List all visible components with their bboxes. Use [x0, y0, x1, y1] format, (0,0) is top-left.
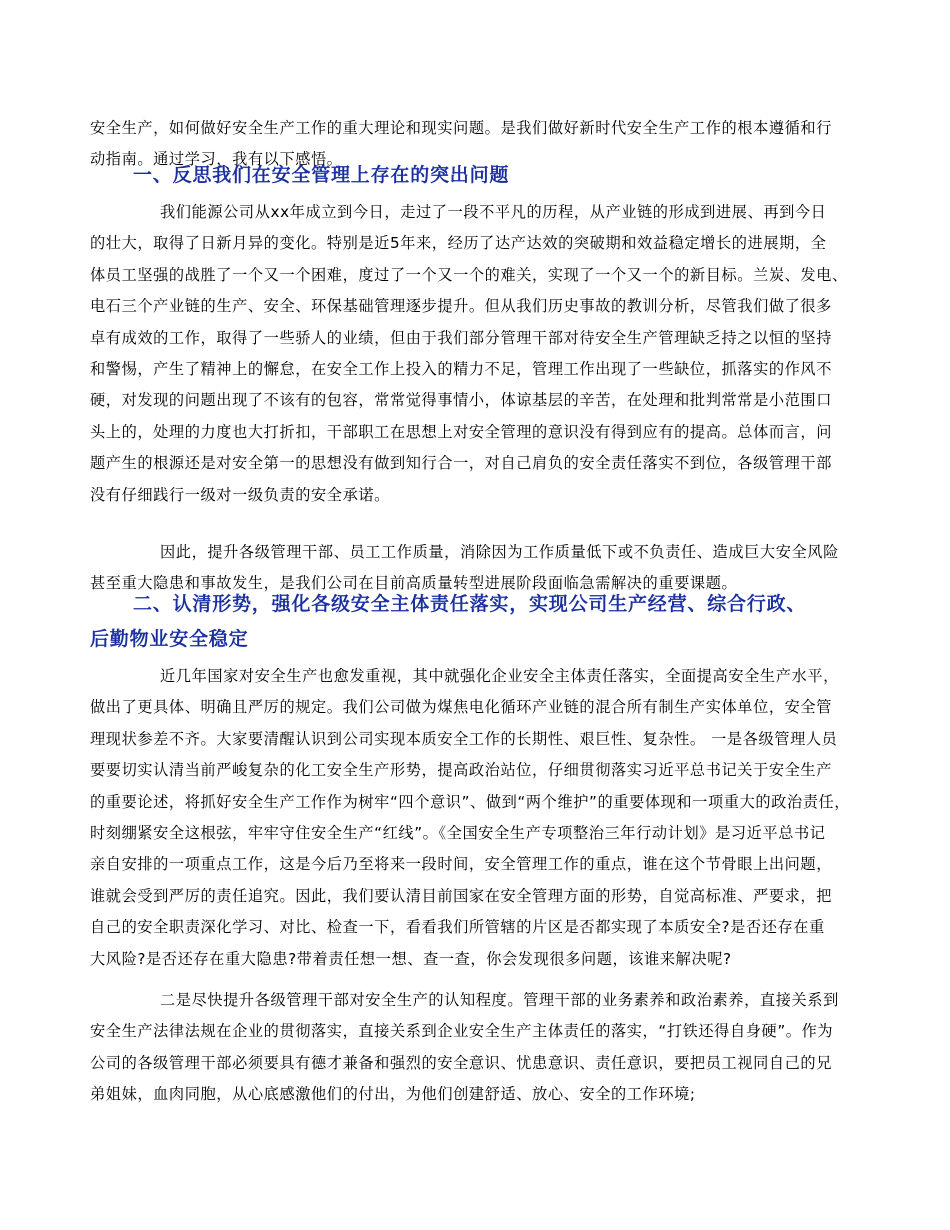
text-line: 体员工坚强的战胜了一个又一个困难，度过了一个又一个的难关，实现了一个又一个的新目标。兰炭、发电、: [90, 265, 848, 284]
text-line: 近几年国家对安全生产也愈发重视，其中就强化企业安全主体责任落实，全面提高安全生产水平，: [160, 667, 839, 685]
text-line: 动指南。通过学习，我有以下感悟。: [90, 150, 343, 169]
text-line: 要要切实认清当前严峻复杂的化工安全生产形势，提高政治站位，仔细贯彻落实习近平总书记关于安全生产: [90, 761, 833, 780]
text-line: 做出了更具体、明确且严厉的规定。我们公司做为煤焦电化循环产业链的混合所有制生产实体单位，安全管: [90, 698, 833, 717]
text-line: 硬，对发现的问题出现了不该有的包容，常常觉得事情小，体谅基层的辛苦，在处理和批判常常是小范围口: [90, 391, 833, 410]
text-line: 甚至重大隐患和事故发生，是我们公司在目前高质量转型进展阶段面临急需解决的重要课题。: [90, 574, 738, 593]
text-line: 没有仔细践行一级对一级负责的安全承诺。: [90, 485, 390, 504]
text-line: 电石三个产业链的生产、安全、环保基础管理逐步提升。但从我们历史事故的教训分析，尽管我们做了很多: [90, 297, 833, 316]
section-heading-2-cont: 后勤物业安全稳定: [90, 628, 249, 650]
text-line: 二是尽快提升各级管理干部对安全生产的认知程度。管理干部的业务素养和政治素养，直接关系到: [160, 991, 839, 1009]
paragraph-1: [90, 197, 862, 511]
text-line: 安全生产，如何做好安全生产工作的重大理论和现实问题。是我们做好新时代安全生产工作的根本遵循和行: [90, 119, 833, 137]
text-line: 我们能源公司从xx年成立到今日，走过了一段不平凡的历程，从产业链的形成到进展、再到今日: [160, 203, 827, 221]
text-line: 亲自安排的一项重点工作，这是今后乃至将来一段时间，安全管理工作的重点，谁在这个节骨眼上出问题，: [90, 855, 833, 874]
paragraph-3: [90, 661, 862, 975]
text-line: 的壮大，取得了日新月异的变化。特别是近5年来，经历了达产达效的突破期和效益稳定增长的进展期，全: [90, 234, 827, 253]
text-line: 理现状参差不齐。大家要清醒认识到公司实现本质安全工作的长期性、艰巨性、复杂性。 一是各级管理人员: [90, 729, 838, 748]
text-line: 卓有成效的工作，取得了一些骄人的业绩，但由于我们部分管理干部对待安全生产管理缺乏持之以恒的坚持: [90, 328, 833, 347]
text-line: 因此，提升各级管理干部、员工工作质量，消除因为工作质量低下或不负责任、造成巨大安全风险: [160, 543, 839, 561]
text-line: 题产生的根源还是对安全第一的思想没有做到知行合一，对自己肩负的安全责任落实不到位，各级管理干部: [90, 454, 833, 473]
text-line: 和警惕，产生了精神上的懈怠，在安全工作上投入的精力不足，管理工作出现了一些缺位，抓落实的作风不: [90, 360, 833, 379]
text-line: 谁就会受到严厉的责任追究。因此，我们要认清目前国家在安全管理方面的形势，自觉高标准、严要求，把: [90, 886, 833, 905]
text-line: 的重要论述，将抓好安全生产工作作为树牢“四个意识”、做到“两个维护”的重要体现和一项重大的政治责任，: [90, 792, 851, 811]
text-line: 大风险?是否还存在重大隐患?带着责任想一想、查一查，你会发现很多问题，该谁来解决呢?: [90, 949, 732, 968]
text-line: 头上的，处理的力度也大打折扣，干部职工在思想上对安全管理的意识没有得到应有的提高。总体而言，问: [90, 422, 833, 441]
text-line: 弟姐妹，血肉同胞，从心底感激他们的付出，为他们创建舒适、放心、安全的工作环境;: [90, 1085, 696, 1104]
section-heading-1: 一、反思我们在安全管理上存在的突出问题: [133, 164, 510, 186]
text-line: 公司的各级管理干部必须要具有德才兼备和强烈的安全意识、忧患意识、责任意识，要把员工视同自己的兄: [90, 1053, 833, 1072]
section-heading-2: 二、认清形势，强化各级安全主体责任落实，实现公司生产经营、综合行政、: [133, 593, 807, 615]
paragraph-4: [90, 985, 862, 1111]
text-line: 安全生产法律法规在企业的贯彻落实，直接关系到企业安全生产主体责任的落实，“打铁还得自身硬”。作为: [90, 1022, 834, 1041]
text-line: 自己的安全职责深化学习、对比、检查一下，看看我们所管辖的片区是否都实现了本质安全?是否还存在重: [90, 918, 825, 937]
text-line: 时刻绷紧安全这根弦，牢牢守住安全生产“红线”。《全国安全生产专项整治三年行动计划》是习近平总书记: [90, 824, 826, 843]
